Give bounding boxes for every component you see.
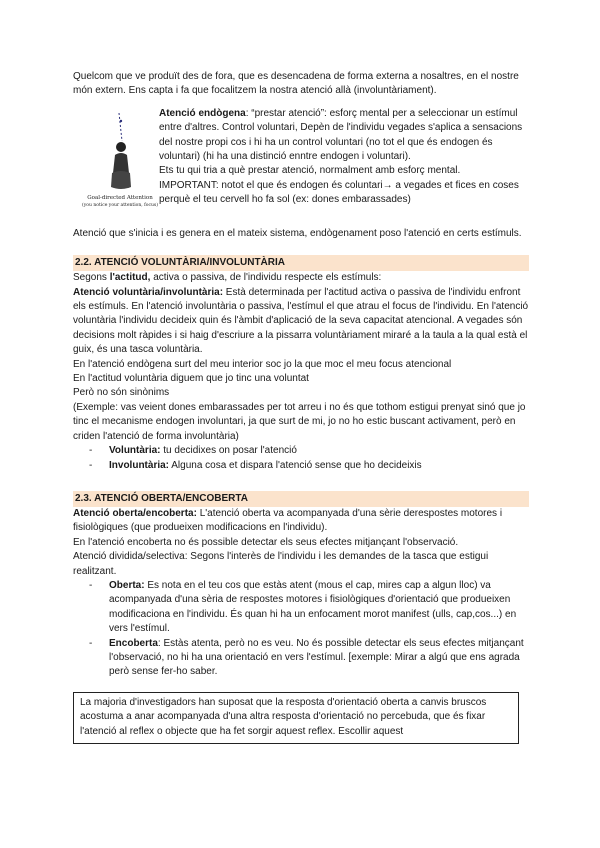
figure-caption-line1: Goal-directed Attention xyxy=(87,194,153,201)
endogenous-block xyxy=(73,107,529,227)
s22-intro-bold: l'actitud, xyxy=(109,272,151,284)
s22-line-a: En l'atenció endògena surt del meu interior soc jo la que moc el meu focus atencional xyxy=(73,358,452,370)
list-item: - Oberta: Es nota en el teu cos que estàs atent (mous el cap, mires cap a algun lloc) va acompanyada d'una sèria de respostes motores i fisiològiques d'orientació que produeixen modificaciona en l'individu. És quan hi ha un enfocament morot manifest (ulls, cap,cos...) en vers l'estímul. xyxy=(89,579,517,635)
endogenous-last: Atenció que s'inicia i es genera en el mateix sistema, endògenament poso l'atenció en certs estímuls. xyxy=(73,227,522,239)
box-text: La majoria d'investigadors han suposat que la resposta d'orientació oberta a canvis bruscos acostuma a anar acompanyada d'una altra resposta d'orientació no percebuda, que és fixar l'atenció al reflex o objecte que ha fet sorgir aquest reflex. Escollir aquest xyxy=(80,696,487,737)
endogenous-def: : “prestar atenció”: esforç mental per a seleccionar un estímul entre d'altres. Control voluntari, Depèn de l'individu vegades s'aplica a sensacions del nostre propi cos i hi ha un control voluntari (no tot el que és endogen és voluntari) (hi ha una distinció enntre endogen i voluntari). xyxy=(159,107,523,163)
endogenous-line2: Ets tu qui tria a què prestar atenció, normalment amb esforç mental. xyxy=(159,165,461,177)
s23-line-b: Atenció dividida/selectiva: Segons l'interès de l'individu i les demandes de la tasca que estigui realitzant. xyxy=(73,551,489,577)
s22-example: (Exemple: vas veient dones embarassades per tot arreu i no és que tothom estigui prenyat sinó que jo tinc el mecanisme endogen involuntari, ja que surt de mi, jo no ho estic buscant activament, però en criden l'atenció de forma involuntària) xyxy=(73,401,526,442)
s22-line-c: Però no són sinònims xyxy=(73,387,170,399)
s22-line-b: En l'actitud voluntària diguem que jo tinc una voluntat xyxy=(73,373,309,385)
list-item: - Encoberta: Estàs atenta, però no es veu. No és possible detectar els seus efectes mitjançant l'observació, no hi ha una orientació en vers l'estímul. [exemple: Mirar a algú que ens agrada però sense fer-ho saber. xyxy=(89,637,524,678)
s23-term: Atenció oberta/encoberta: xyxy=(73,507,197,519)
s23-def: L'atenció oberta va acompanyada d'una sèrie derespostes motores i fisiològiques (que produeixen modificacions en l'individu). xyxy=(73,507,503,534)
document-page xyxy=(73,70,529,744)
s22-bullet-list xyxy=(73,444,529,473)
s22-term: Atenció voluntària/involuntària: xyxy=(73,286,224,298)
s23-definition xyxy=(73,507,529,536)
highlight-box xyxy=(73,692,519,744)
person-silhouette-icon xyxy=(81,111,159,209)
s22-definition xyxy=(73,286,529,358)
goal-directed-attention-figure xyxy=(81,111,159,209)
section-2-2-heading: 2.2. ATENCIÓ VOLUNTÀRIA/INVOLUNTÀRIA xyxy=(73,255,529,271)
s23-line-a: En l'atenció encoberta no és possible detectar els seus efectes mitjançant l'observació. xyxy=(73,536,459,548)
figure-caption-line2: (you notice your attention, focus) xyxy=(82,202,158,208)
endogenous-important: IMPORTANT: notot el que és endogen és coluntari→ a vegades et fices en coses perquè el teu cervell ho fa sol (ex: dones embarassades) xyxy=(159,179,519,206)
endogenous-term: Atenció endògena xyxy=(159,107,246,119)
list-item: - Voluntària: tu decidixes on posar l'atenció xyxy=(89,445,297,457)
list-item: - Involuntària: Alguna cosa et dispara l'atenció sense que ho decideixis xyxy=(89,459,422,471)
intro-paragraph: Quelcom que ve produït des de fora, que es desencadena de forma externa a nosaltres, en el nostre món extern. Ens capta i fa que focalitzem la nostra atenció allà (involuntàriament). xyxy=(73,71,519,97)
s22-def: Està determinada per l'actitud activa o passiva de l'individu enfront els estímuls. En l'atenció involuntària o passiva, l'estímul el que atrau el focus de l'individu. En l'atenció voluntària l'individu decideix quin és l'àmbit d'aplicació de la seva capacitat atencional. A vegades són decisions molt ràpides i si haig d'escriure a la pissarra voluntàriament miraré a la taula a la qual està el guix, és una tasca voluntària. xyxy=(73,286,529,356)
endogenous-definition xyxy=(159,107,529,165)
s22-intro: Segons l'actitud, activa o passiva, de l'individu respecte els estímuls: xyxy=(73,272,382,284)
s23-bullet-list xyxy=(73,579,529,680)
section-2-3-heading: 2.3. ATENCIÓ OBERTA/ENCOBERTA xyxy=(73,491,529,507)
